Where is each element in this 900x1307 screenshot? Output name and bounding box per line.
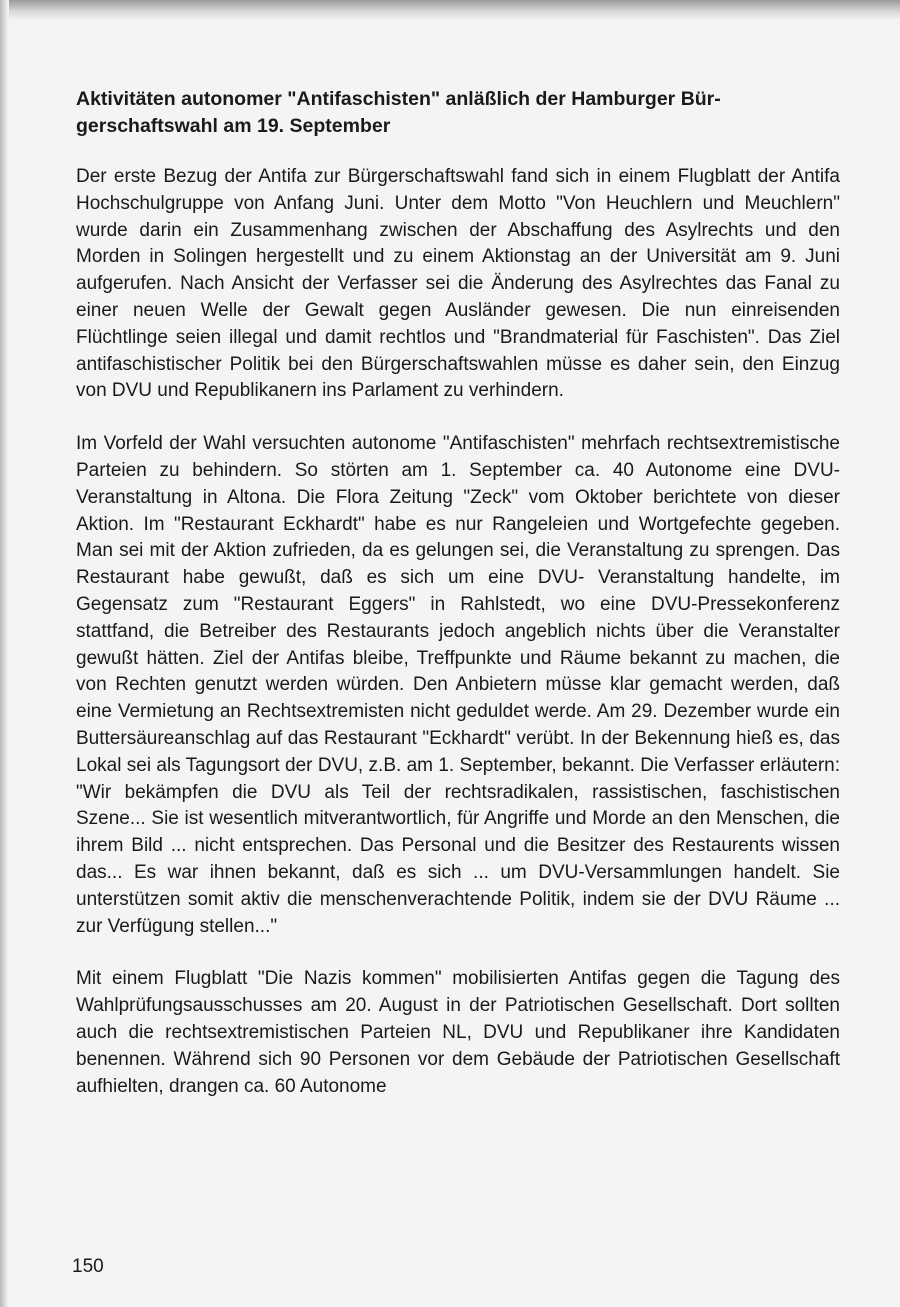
scan-edge-left (0, 0, 9, 1307)
paragraph-2: Im Vorfeld der Wahl versuchten autonome "Antifaschisten" mehrfach rechtsextremistische Parteien zu behindern. So störten am 1. September ca. 40 Autonome eine DVU-Veranstaltung in Altona. Die Flora Zeitung "Zeck" vom Oktober berichtete von dieser Aktion. Im "Restaurant Eckhardt" habe es nur Rangeleien und Wortgefechte gegeben. Man sei mit der Aktion zufrieden, da es gelungen sei, die Veranstaltung zu sprengen. Das Restaurant habe gewußt, daß es sich um eine DVU- Veranstaltung handelte, im Gegensatz zum "Restaurant Eggers" in Rahlstedt, wo eine DVU-Pressekonferenz stattfand, die Betreiber des Restaurants jedoch angeblich nichts über die Veranstalter gewußt hätten. Ziel der Antifas bleibe, Treffpunkte und Räume bekannt zu machen, die von Rechten genutzt werden würden. Den Anbietern müsse klar gemacht werden, daß eine Vermietung an Rechtsextremisten nicht geduldet werde. Am 29. Dezember wurde ein Buttersäureanschlag auf das Restaurant "Eckhardt" verübt. In der Bekennung hieß es, das Lokal sei als Tagungsort der DVU, z.B. am 1. September, bekannt. Die Verfasser erläutern: "Wir bekämpfen die DVU als Teil der rechtsradikalen, rassistischen, faschistischen Szene... Sie ist wesentlich mitverantwortlich, für Angriffe und Morde an den Menschen, die ihrem Bild ... nicht entsprechen. Das Personal und die Besitzer des Restaurents wissen das... Es war ihnen bekannt, daß es sich ... um DVU-Versammlungen handelt. Sie unterstützen somit aktiv die menschenverachtende Politik, indem sie der DVU Räume ... zur Verfügung stellen..." (76, 433, 840, 937)
document-page (76, 86, 840, 1126)
paragraph-1: Der erste Bezug der Antifa zur Bürgerschaftswahl fand sich in einem Flugblatt der Antifa Hochschulgruppe von Anfang Juni. Unter dem Motto "Von Heuchlern und Meuchlern" wurde darin ein Zusammenhang zwischen der Abschaffung des Asylrechts und den Morden in Solingen hergestellt und zu einem Aktionstag an der Universität am 9. Juni aufgerufen. Nach Ansicht der Verfasser sei die Änderung des Asylrechtes das Fanal zu einer neuen Welle der Gewalt gegen Ausländer gewesen. Die nun einreisenden Flüchtlinge seien illegal und damit rechtlos und "Brandmaterial für Faschisten". Das Ziel antifaschistischer Politik bei den Bürgerschaftswahlen müsse es daher sein, den Einzug von DVU und Republikanern ins Parlament zu verhindern. (76, 166, 840, 402)
paragraph-3: Mit einem Flugblatt "Die Nazis kommen" mobilisierten Antifas gegen die Tagung des Wahlprüfungsausschusses am 20. August in der Patriotischen Gesellschaft. Dort sollten auch die rechtsextremistischen Parteien NL, DVU und Republikaner ihre Kandidaten benennen. Während sich 90 Personen vor dem Gebäude der Patriotischen Gesellschaft aufhielten, drangen ca. 60 Autonome (76, 968, 840, 1097)
section-heading: Aktivitäten autonomer "Antifaschisten" anläßlich der Hamburger Bürgerschaftswahl am 19. September (76, 88, 721, 137)
scan-edge-top (0, 0, 900, 20)
page-number: 150 (72, 1256, 104, 1277)
